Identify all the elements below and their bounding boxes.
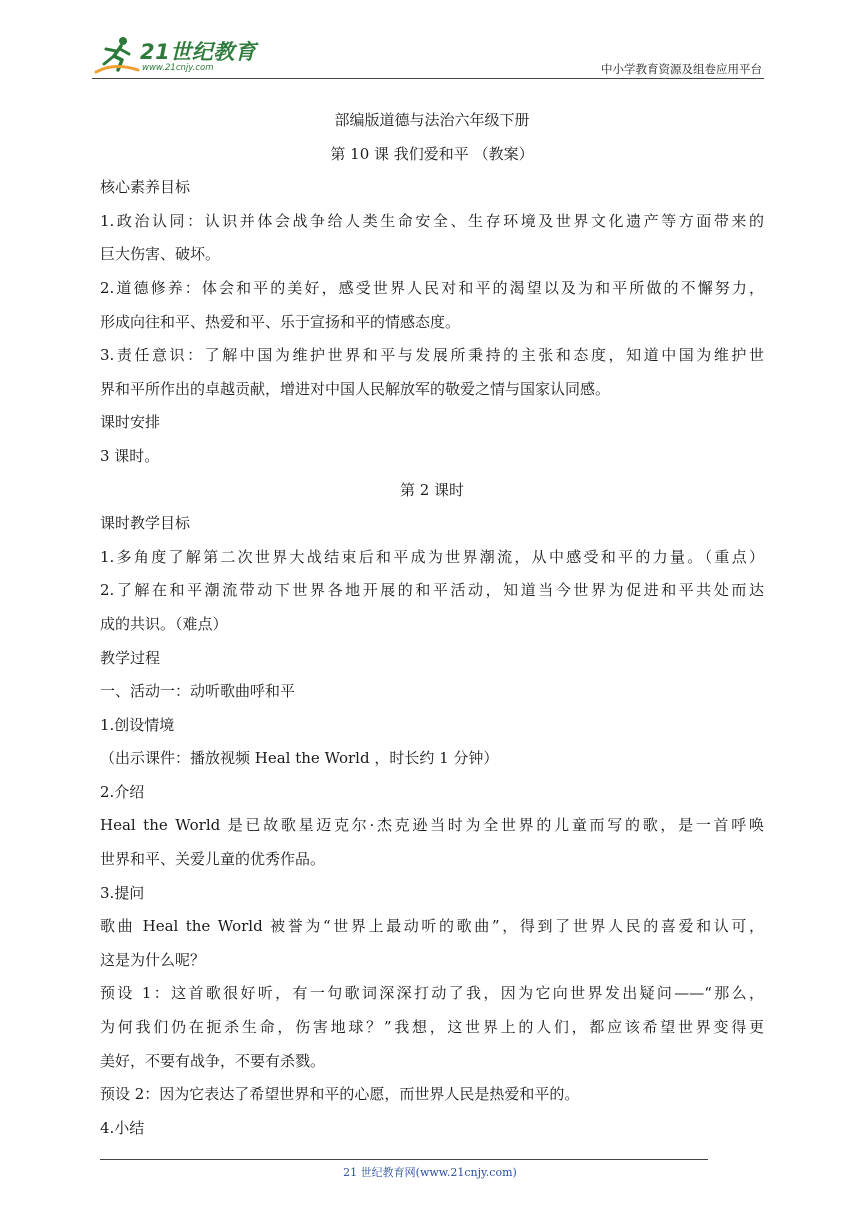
paragraph-line: 歌曲 Heal the World 被誉为“世界上最动听的歌曲”，得到了世界人民的喜爱和认可， [100, 917, 764, 936]
step-heading: 3.提问 [100, 883, 145, 902]
paragraph-line: 3.责任意识：了解中国为维护世界和平与发展所秉持的主张和态度，知道中国为维护世 [100, 346, 764, 365]
platform-tagline: 中小学教育资源及组卷应用平台 [601, 62, 762, 76]
paragraph-line: 巨大伤害、破坏。 [100, 245, 221, 264]
paragraph-line: 为何我们仍在扼杀生命，伤害地球？”我想，这世界上的人们，都应该希望世界变得更 [100, 1018, 764, 1037]
section-heading: 教学过程 [100, 648, 161, 667]
activity-heading: 一、活动一：动听歌曲呼和平 [100, 682, 296, 701]
footer-text: 21 世纪教育网(www.21cnjy.com) [343, 1166, 517, 1179]
footer-divider [100, 1159, 708, 1160]
step-heading: 4.小结 [100, 1118, 145, 1137]
paragraph-line: 这是为什么呢？ [100, 950, 206, 969]
site-logo [92, 34, 262, 76]
document-title: 部编版道德与法治六年级下册 [334, 111, 530, 129]
paragraph-line: 成的共识。（难点） [100, 614, 228, 633]
header-divider [92, 78, 764, 79]
paragraph-line: 美好，不要有战争，不要有杀戮。 [100, 1051, 326, 1070]
paragraph-line: 1.多角度了解第二次世界大战结束后和平成为世界潮流，从中感受和平的力量。（重点） [100, 547, 764, 566]
paragraph-line: 3 课时。 [100, 446, 160, 465]
period-heading: 第 2 课时 [399, 480, 465, 499]
document-body [100, 104, 764, 1145]
page-header [92, 30, 764, 80]
paragraph-line: 世界和平、关爱儿童的优秀作品。 [100, 850, 326, 869]
section-heading: 课时教学目标 [100, 514, 191, 533]
step-heading: 1.创设情境 [100, 715, 175, 734]
paragraph-line: 1.政治认同：认识并体会战争给人类生命安全、生存环境及世界文化遗产等方面带来的 [100, 211, 764, 230]
runner-icon [92, 34, 142, 76]
section-heading: 核心素养目标 [100, 178, 191, 197]
paragraph-line: 预设 1：这首歌很好听，有一句歌词深深打动了我，因为它向世界发出疑问——“那么， [100, 984, 764, 1003]
paragraph-line: Heal the World 是已故歌星迈克尔·杰克逊当时为全世界的儿童而写的歌，是一首呼唤 [100, 816, 764, 835]
lesson-title: 第 10 课 我们爱和平 （教案） [330, 144, 534, 163]
paragraph-line: 形成向往和平、热爱和平、乐于宣扬和平的情感态度。 [100, 312, 461, 331]
paragraph-line: 界和平所作出的卓越贡献，增进对中国人民解放军的敬爱之情与国家认同感。 [100, 379, 611, 398]
paragraph-line: （出示课件：播放视频 Heal the World ，时长约 1 分钟） [100, 749, 499, 768]
section-heading: 课时安排 [100, 413, 161, 432]
logo-main-text: 21世纪教育 [140, 40, 257, 64]
step-heading: 2.介绍 [100, 782, 145, 801]
paragraph-line: 2.道德修养：体会和平的美好，感受世界人民对和平的渴望以及为和平所做的不懈努力， [100, 278, 764, 297]
logo-url-text: www.21cnjy.com [142, 63, 214, 73]
paragraph-line: 2.了解在和平潮流带动下世界各地开展的和平活动，知道当今世界为促进和平共处而达 [100, 581, 764, 600]
paragraph-line: 预设 2：因为它表达了希望世界和平的心愿，而世界人民是热爱和平的。 [100, 1085, 580, 1104]
